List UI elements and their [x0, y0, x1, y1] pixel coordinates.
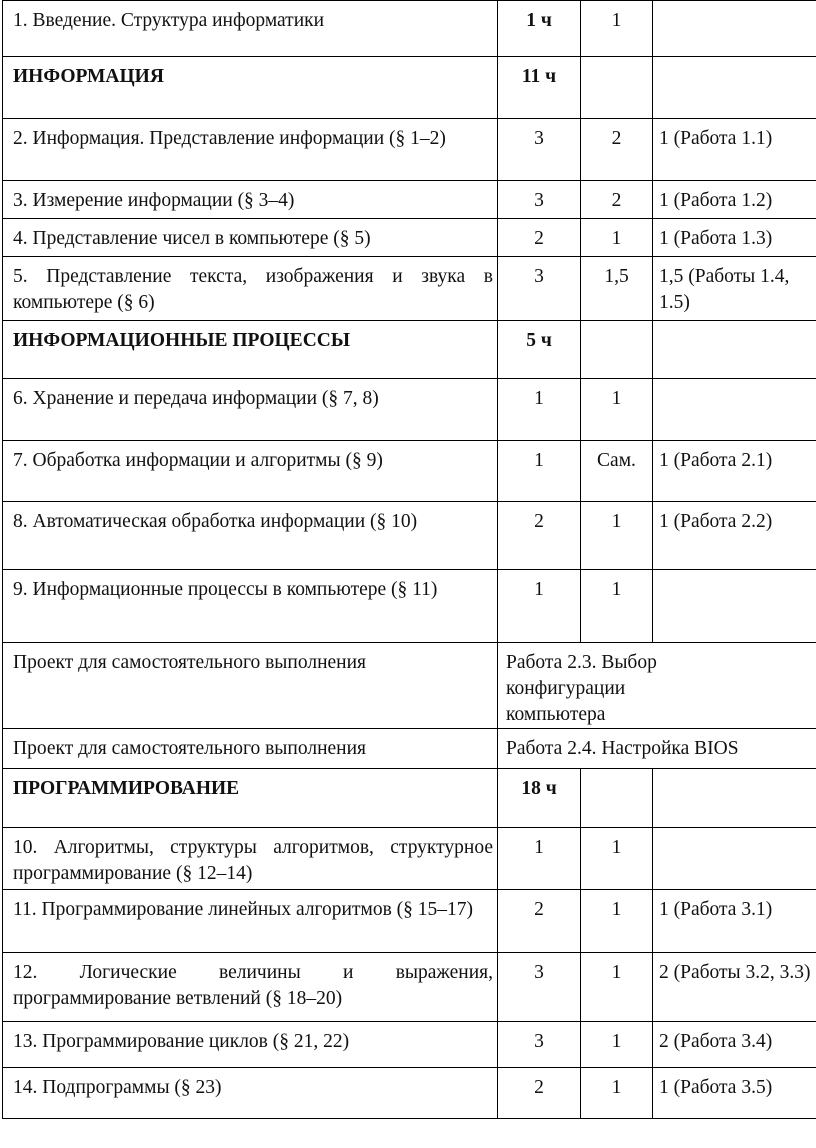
project-work: Работа 2.3. Выбор конфигурации компьютера — [498, 643, 816, 729]
lesson-title: 5. Представление текста, изображения и звука в компьютере (§ 6) — [3, 257, 498, 321]
hours-cell: 1 — [498, 441, 581, 502]
table-row — [3, 1022, 816, 1068]
section-hours: 5 ч — [498, 321, 581, 379]
practice-cell — [653, 1, 816, 57]
theory-cell: 1 — [581, 953, 653, 1022]
lesson-title: 7. Обработка информации и алгоритмы (§ 9) — [3, 441, 498, 502]
table-row — [3, 828, 816, 890]
table-row — [3, 181, 816, 219]
hours-cell: 1 — [498, 570, 581, 643]
hours-cell: 2 — [498, 1068, 581, 1119]
theory-cell: 1 — [581, 219, 653, 257]
practice-cell: 1 (Работа 1.3) — [653, 219, 816, 257]
table-row — [3, 502, 816, 570]
empty-cell — [581, 57, 653, 119]
section-hours: 18 ч — [498, 769, 581, 828]
table-row — [3, 890, 816, 953]
section-row — [3, 57, 816, 119]
lesson-title: 10. Алгоритмы, структуры алгоритмов, структурное программирование (§ 12–14) — [3, 828, 498, 890]
table-row — [3, 1, 816, 57]
hours-cell: 3 — [498, 1022, 581, 1068]
curriculum-table — [2, 0, 816, 1119]
practice-cell — [653, 828, 816, 890]
table-row — [3, 1068, 816, 1119]
practice-cell: 1 (Работа 3.1) — [653, 890, 816, 953]
lesson-title: 13. Программирование циклов (§ 21, 22) — [3, 1022, 498, 1068]
hours-cell: 3 — [498, 181, 581, 219]
table-row — [3, 379, 816, 441]
practice-cell: 1,5 (Работы 1.4, 1.5) — [653, 257, 816, 321]
hours-cell: 2 — [498, 890, 581, 953]
practice-cell — [653, 379, 816, 441]
project-row — [3, 643, 816, 729]
theory-cell: 1 — [581, 1022, 653, 1068]
section-row — [3, 321, 816, 379]
practice-cell: 1 (Работа 2.2) — [653, 502, 816, 570]
practice-cell: 1 (Работа 1.2) — [653, 181, 816, 219]
project-title: Проект для самостоятельного выполнения — [3, 729, 498, 769]
lesson-title: 6. Хранение и передача информации (§ 7, 8) — [3, 379, 498, 441]
lesson-title: 11. Программирование линейных алгоритмов (§ 15–17) — [3, 890, 498, 953]
lesson-title: 12. Логические величины и выражения, программирование ветвлений (§ 18–20) — [3, 953, 498, 1022]
theory-cell: 1 — [581, 828, 653, 890]
theory-cell: 1 — [581, 1068, 653, 1119]
empty-cell — [581, 321, 653, 379]
empty-cell — [653, 57, 816, 119]
hours-cell: 3 — [498, 119, 581, 181]
section-title: ИНФОРМАЦИОННЫЕ ПРОЦЕССЫ — [3, 321, 498, 379]
table-row — [3, 953, 816, 1022]
practice-cell — [653, 570, 816, 643]
section-title: ИНФОРМАЦИЯ — [3, 57, 498, 119]
hours-cell: 2 — [498, 219, 581, 257]
practice-cell: 2 (Работы 3.2, 3.3) — [653, 953, 816, 1022]
practice-cell: 2 (Работа 3.4) — [653, 1022, 816, 1068]
lesson-title: 8. Автоматическая обработка информации (§ 10) — [3, 502, 498, 570]
theory-cell: 1 — [581, 502, 653, 570]
lesson-title: 4. Представление чисел в компьютере (§ 5) — [3, 219, 498, 257]
theory-cell: Сам. — [581, 441, 653, 502]
theory-cell: 1,5 — [581, 257, 653, 321]
empty-cell — [581, 769, 653, 828]
section-title: ПРОГРАММИРОВАНИЕ — [3, 769, 498, 828]
table-row — [3, 119, 816, 181]
table-row — [3, 257, 816, 321]
practice-cell: 1 (Работа 2.1) — [653, 441, 816, 502]
theory-cell: 1 — [581, 1, 653, 57]
practice-cell: 1 (Работа 1.1) — [653, 119, 816, 181]
hours-cell: 1 ч — [498, 1, 581, 57]
table-row — [3, 219, 816, 257]
lesson-title: 9. Информационные процессы в компьютере (§ 11) — [3, 570, 498, 643]
project-work: Работа 2.4. Настройка BIOS — [498, 729, 816, 769]
hours-cell: 3 — [498, 257, 581, 321]
hours-cell: 3 — [498, 953, 581, 1022]
empty-cell — [653, 769, 816, 828]
hours-cell: 1 — [498, 828, 581, 890]
theory-cell: 1 — [581, 379, 653, 441]
project-title: Проект для самостоятельного выполнения — [3, 643, 498, 729]
hours-cell: 2 — [498, 502, 581, 570]
lesson-title: 2. Информация. Представление информации (§ 1–2) — [3, 119, 498, 181]
project-row — [3, 729, 816, 769]
table-row — [3, 570, 816, 643]
section-row — [3, 769, 816, 828]
theory-cell: 1 — [581, 890, 653, 953]
lesson-title: 14. Подпрограммы (§ 23) — [3, 1068, 498, 1119]
hours-cell: 1 — [498, 379, 581, 441]
lesson-title: 1. Введение. Структура информатики — [3, 1, 498, 57]
lesson-title: 3. Измерение информации (§ 3–4) — [3, 181, 498, 219]
theory-cell: 1 — [581, 570, 653, 643]
practice-cell: 1 (Работа 3.5) — [653, 1068, 816, 1119]
theory-cell: 2 — [581, 181, 653, 219]
theory-cell: 2 — [581, 119, 653, 181]
table-row — [3, 441, 816, 502]
empty-cell — [653, 321, 816, 379]
section-hours: 11 ч — [498, 57, 581, 119]
